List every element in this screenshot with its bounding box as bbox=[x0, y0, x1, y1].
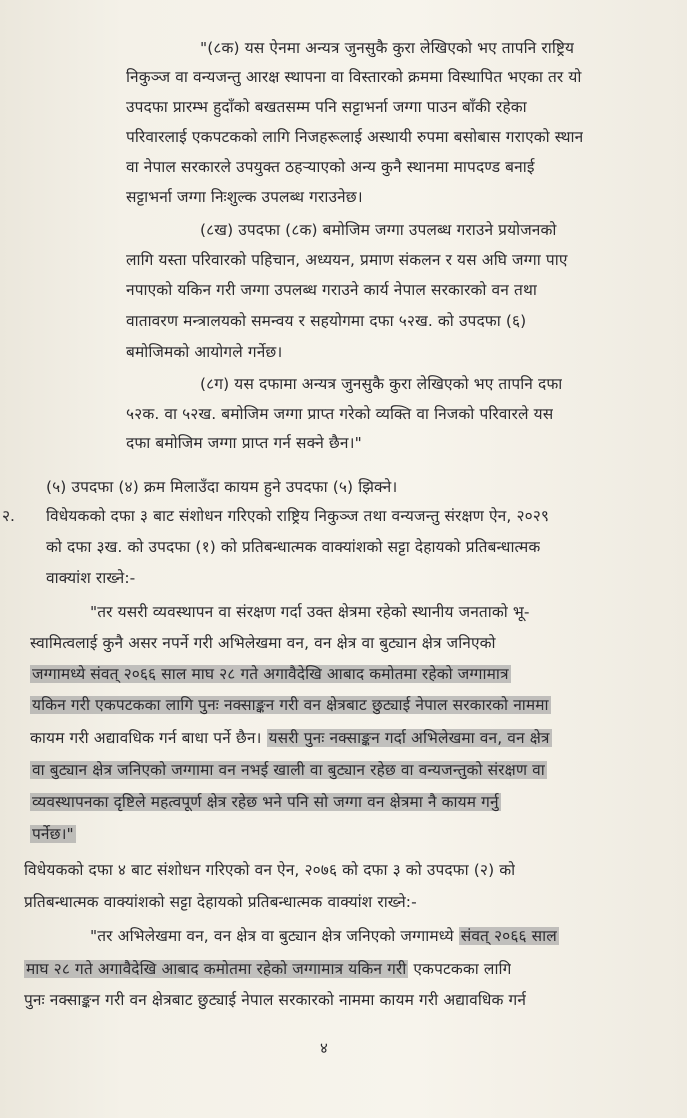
section-2-line-2: को दफा ३ख. को उपदफा (१) को प्रतिबन्धात्मक वाक्यांशको सट्टा देहायको प्रतिबन्धात्मक bbox=[46, 538, 541, 556]
quote-2-line-2 bbox=[24, 957, 511, 981]
section-3-line-2: प्रतिबन्धात्मक वाक्यांशको सट्टा देहायको प्रतिबन्धात्मक वाक्यांश राख्ने:- bbox=[24, 893, 417, 911]
para-8ka-line-3: उपदफा प्रारम्भ हुदाँको बखतसम्म पनि सट्टाभर्ना जग्गा पाउन बाँकी रहेका bbox=[126, 98, 527, 116]
para-8kha-line-4: वातावरण मन्त्रालयको समन्वय र सहयोगमा दफा ५२ख. को उपदफा (६) bbox=[126, 312, 527, 330]
highlight: वा बुट्यान क्षेत्र जनिएको जग्गामा वन नभई खाली वा बुट्यान रहेछ वा वन्यजन्तुको संरक्षण वा bbox=[32, 761, 545, 779]
para-8kha-line-5: बमोजिमको आयोगले गर्नेछ। bbox=[126, 343, 283, 361]
quote-2-line-1-plain: "तर अभिलेखमा वन, वन क्षेत्र वा बुट्यान क्षेत्र जनिएको जग्गामध्ये bbox=[90, 927, 454, 945]
section-3-line-1: विधेयकको दफा ४ बाट संशोधन गरिएको वन ऐन, २०७६ को दफा ३ को उपदफा (२) को bbox=[24, 861, 516, 879]
highlight: माघ २८ गते अगावैदेखि आबाद कमोतमा रहेको जग्गामात्र यकिन गरी bbox=[26, 960, 407, 978]
para-8ga-line-3: दफा बमोजिम जग्गा प्राप्त गर्न सक्ने छैन।" bbox=[126, 434, 362, 452]
clause-5: (५) उपदफा (४) क्रम मिलाउँदा कायम हुने उपदफा (५) झिक्ने। bbox=[46, 478, 398, 496]
section-2-number: २. bbox=[2, 507, 15, 525]
quote-2-line-2-plain: एकपटकका लागि bbox=[413, 960, 512, 978]
para-8kha-line-3: नपाएको यकिन गरी जग्गा उपलब्ध गराउने कार्य नेपाल सरकारको वन तथा bbox=[126, 281, 537, 299]
para-8ka-line-1: "(८क) यस ऐनमा अन्यत्र जुनसुकै कुरा लेखिएको भए तापनि राष्ट्रिय bbox=[200, 39, 575, 57]
quote-2-line-3: पुनः नक्साङ्कन गरी वन क्षेत्रबाट छुट्याई नेपाल सरकारको नाममा कायम गरी अद्यावधिक गर्न bbox=[24, 991, 527, 1009]
quote-1-line-5-plain: कायम गरी अद्यावधिक गर्न बाधा पर्ने छैन। bbox=[30, 729, 262, 747]
quote-1-line-5 bbox=[30, 726, 552, 750]
quote-1-line-4 bbox=[30, 693, 551, 717]
section-2-line-3: वाक्यांश राख्ने:- bbox=[46, 569, 136, 587]
highlight: पर्नेछ।" bbox=[32, 825, 74, 843]
quote-1-line-3 bbox=[30, 662, 511, 686]
section-2-line-1: विधेयकको दफा ३ बाट संशोधन गरिएको राष्ट्रिय निकुञ्ज तथा वन्यजन्तु संरक्षण ऐन, २०२९ bbox=[46, 507, 550, 525]
para-8ka-line-4: परिवारलाई एकपटकको लागि निजहरूलाई अस्थायी रुपमा बसोबास गराएको स्थान bbox=[126, 128, 584, 146]
para-8ka-line-6: सट्टाभर्ना जग्गा निःशुल्क उपलब्ध गराउनेछ। bbox=[126, 188, 363, 206]
quote-1-line-8 bbox=[30, 822, 76, 846]
highlight: जग्गामध्ये संवत् २०६६ साल माघ २८ गते अगावैदेखि आबाद कमोतमा रहेको जग्गामात्र bbox=[32, 665, 509, 683]
quote-1-line-6 bbox=[30, 758, 547, 782]
highlight: यसरी पुनः नक्साङ्कन गर्दा अभिलेखमा वन, वन क्षेत्र bbox=[268, 729, 550, 747]
page-number: ४ bbox=[320, 1039, 328, 1057]
highlight: संवत् २०६६ साल bbox=[460, 927, 557, 945]
para-8ka-line-2: निकुञ्ज वा वन्यजन्तु आरक्ष स्थापना वा विस्तारको क्रममा विस्थापित भएका तर यो bbox=[126, 68, 582, 86]
quote-2-line-1 bbox=[90, 924, 559, 948]
para-8ka-line-5: वा नेपाल सरकारले उपयुक्त ठहऱ्याएको अन्य कुनै स्थानमा मापदण्ड बनाई bbox=[126, 158, 535, 176]
quote-1-line-2: स्वामित्वलाई कुनै असर नपर्ने गरी अभिलेखमा वन, वन क्षेत्र वा बुट्यान क्षेत्र जनिएको bbox=[30, 634, 496, 652]
quote-1-line-7 bbox=[30, 790, 501, 814]
para-8ga-line-1: (८ग) यस दफामा अन्यत्र जुनसुकै कुरा लेखिएको भए तापनि दफा bbox=[200, 375, 563, 393]
highlight: यकिन गरी एकपटकका लागि पुनः नक्साङ्कन गरी वन क्षेत्रबाट छुट्याई नेपाल सरकारको नाममा bbox=[32, 696, 549, 714]
para-8kha-line-1: (८ख) उपदफा (८क) बमोजिम जग्गा उपलब्ध गराउने प्रयोजनको bbox=[200, 221, 557, 239]
quote-1-line-1: "तर यसरी व्यवस्थापन वा संरक्षण गर्दा उक्त क्षेत्रमा रहेको स्थानीय जनताको भू- bbox=[90, 603, 530, 621]
para-8ga-line-2: ५२क. वा ५२ख. बमोजिम जग्गा प्राप्त गरेको व्यक्ति वा निजको परिवारले यस bbox=[126, 405, 554, 423]
highlight: व्यवस्थापनका दृष्टिले महत्वपूर्ण क्षेत्र रहेछ भने पनि सो जग्गा वन क्षेत्रमा नै कायम गर्नु bbox=[32, 793, 499, 811]
para-8kha-line-2: लागि यस्ता परिवारको पहिचान, अध्ययन, प्रमाण संकलन र यस अघि जग्गा पाए bbox=[126, 251, 568, 269]
